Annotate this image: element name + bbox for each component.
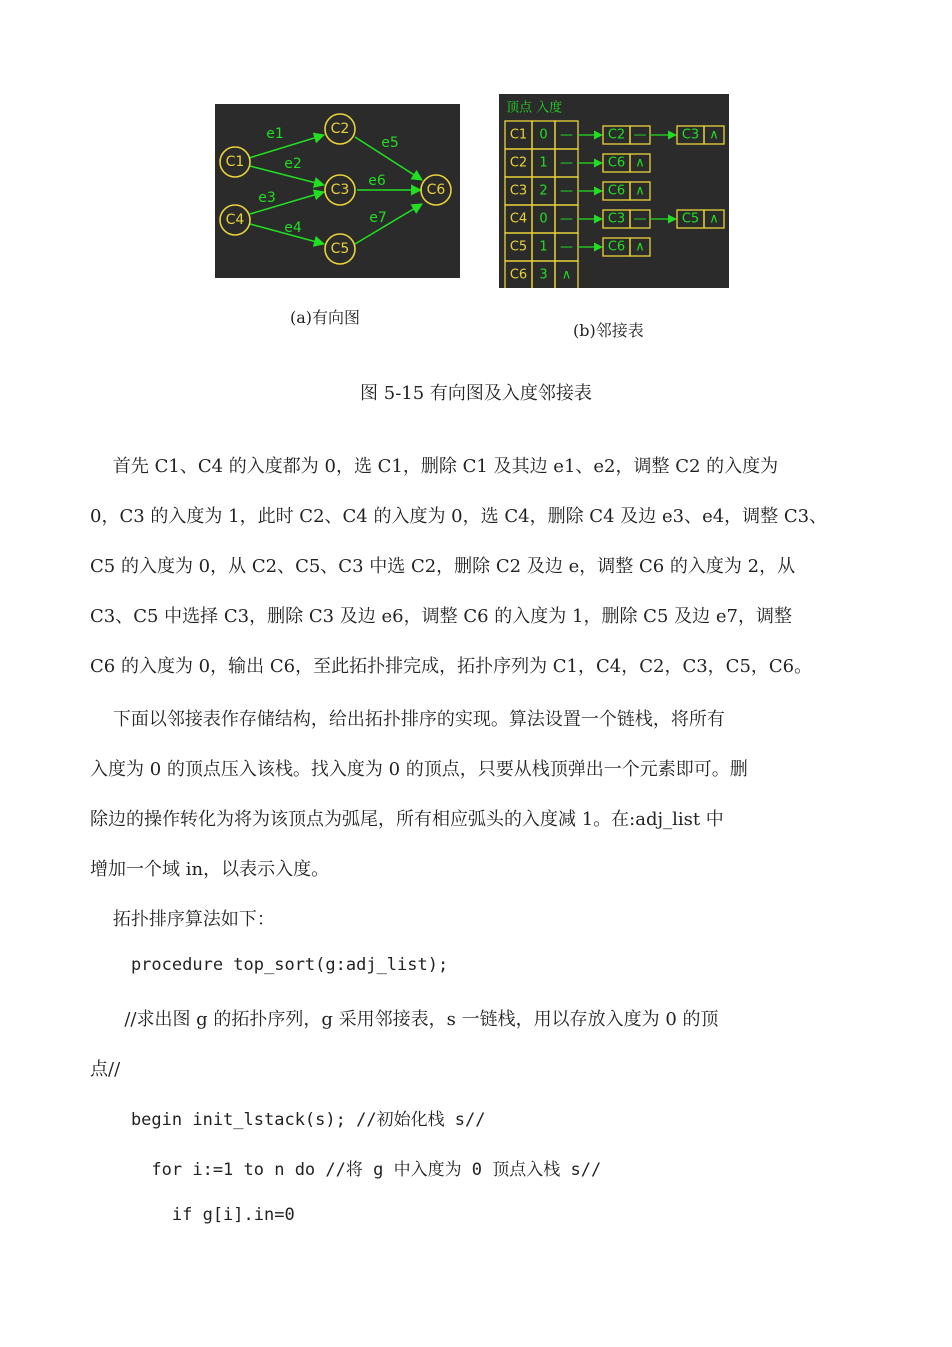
link-pointer: — <box>560 127 573 143</box>
body-line: //求出图 g 的拓扑序列，g 采用邻接表，s 一链栈，用以存放入度为 0 的顶 <box>90 1009 719 1030</box>
indegree-value: 1 <box>539 155 548 171</box>
directed-graph-figure <box>215 104 460 278</box>
body-line: 下面以邻接表作存储结构，给出拓扑排序的实现。算法设置一个链栈，将所有 <box>90 709 725 730</box>
edge-label: e3 <box>258 190 276 206</box>
adj-node-label: C3 <box>681 127 700 143</box>
indegree-value: 1 <box>539 239 548 255</box>
vertex-label: C3 <box>509 183 528 199</box>
edge-label: e5 <box>381 135 399 151</box>
indegree-value: 0 <box>539 211 548 227</box>
body-line: C6 的入度为 0，输出 C6，至此拓扑排完成，拓扑序列为 C1，C4，C2，C3，C5，C6。 <box>90 656 813 677</box>
figure-b-caption: (b)邻接表 <box>573 321 644 340</box>
adj-next-pointer: — <box>633 211 647 227</box>
code-line: if g[i].in=0 <box>90 1205 295 1225</box>
vertex-label: C5 <box>509 239 528 255</box>
link-pointer: — <box>560 239 573 255</box>
link-pointer: ∧ <box>561 267 572 283</box>
vertex-label: C6 <box>509 267 528 283</box>
body-line: C3、C5 中选择 C3，删除 C3 及边 e6，调整 C6 的入度为 1，删除 C5 及边 e7，调整 <box>90 606 792 627</box>
adj-node-label: C5 <box>681 211 700 227</box>
node-label: C3 <box>330 182 350 198</box>
body-line: 0，C3 的入度为 1，此时 C2、C4 的入度为 0，选 C4，删除 C4 及边 e3、e4，调整 C3、 <box>90 506 828 527</box>
node-label: C2 <box>330 121 350 137</box>
adj-next-pointer: ∧ <box>709 211 719 227</box>
node-label: C4 <box>225 212 245 228</box>
adj-node-label: C3 <box>607 211 626 227</box>
adj-node-label: C6 <box>607 155 626 171</box>
link-pointer: — <box>560 211 573 227</box>
body-line: 除边的操作转化为将为该顶点为弧尾，所有相应弧头的入度减 1。在:adj_list 中 <box>90 809 724 830</box>
adj-next-pointer: ∧ <box>709 127 719 143</box>
figure-a-caption: (a)有向图 <box>290 308 361 327</box>
body-line: C5 的入度为 0，从 C2、C5、C3 中选 C2，删除 C2 及边 e，调整 C6 的入度为 2，从 <box>90 556 796 577</box>
adj-next-pointer: — <box>633 127 647 143</box>
link-pointer: — <box>560 183 573 199</box>
edge-label: e1 <box>266 126 284 142</box>
vertex-label: C1 <box>509 127 528 143</box>
node-label: C5 <box>330 241 350 257</box>
vertex-label: C4 <box>509 211 528 227</box>
code-line: begin init_lstack(s); //初始化栈 s// <box>90 1110 486 1130</box>
node-label: C6 <box>426 182 446 198</box>
edge-label: e4 <box>284 220 302 236</box>
node-label: C1 <box>225 154 245 170</box>
link-pointer: — <box>560 155 573 171</box>
adj-next-pointer: ∧ <box>635 183 645 199</box>
body-line: 首先 C1、C4 的入度都为 0，选 C1，删除 C1 及其边 e1、e2，调整 C2 的入度为 <box>90 456 779 477</box>
vertex-label: C2 <box>509 155 528 171</box>
body-line: 入度为 0 的顶点压入该栈。找入度为 0 的顶点，只要从栈顶弹出一个元素即可。删 <box>90 759 748 780</box>
adj-node-label: C6 <box>607 183 626 199</box>
code-line: procedure top_sort(g:adj_list); <box>90 955 449 975</box>
code-line: for i:=1 to n do //将 g 中入度为 0 顶点入栈 s// <box>90 1160 602 1180</box>
table-header: 顶点 入度 <box>506 100 563 116</box>
body-line: 增加一个域 in，以表示入度。 <box>90 859 330 880</box>
body-line: 点// <box>90 1059 121 1080</box>
adj-next-pointer: ∧ <box>635 239 645 255</box>
edge-label: e7 <box>369 210 387 226</box>
adjacency-list-figure <box>499 94 729 288</box>
indegree-value: 3 <box>539 267 548 283</box>
indegree-value: 2 <box>539 183 548 199</box>
adj-node-label: C2 <box>607 127 626 143</box>
figure-title: 图 5-15 有向图及入度邻接表 <box>360 383 592 404</box>
edge-label: e6 <box>368 173 386 189</box>
edge-label: e2 <box>284 156 302 172</box>
indegree-value: 0 <box>539 127 548 143</box>
body-line: 拓扑排序算法如下： <box>90 909 275 930</box>
adj-node-label: C6 <box>607 239 626 255</box>
adj-next-pointer: ∧ <box>635 155 645 171</box>
